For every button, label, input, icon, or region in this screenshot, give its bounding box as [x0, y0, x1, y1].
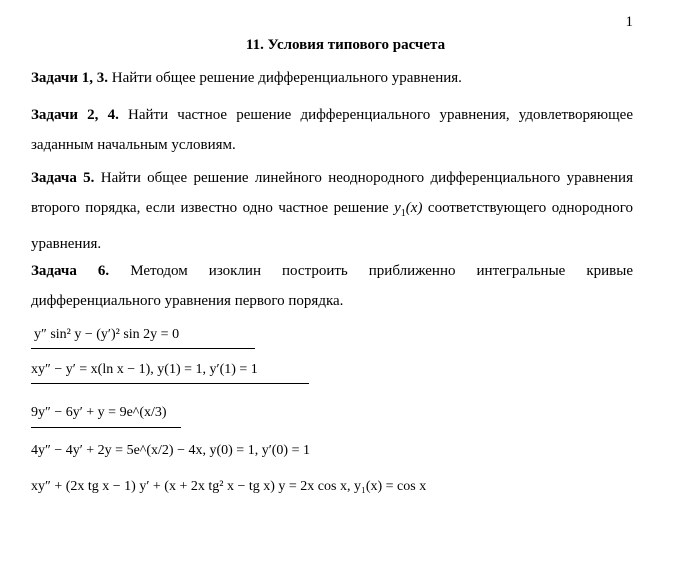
task-label: Задача 6. — [31, 263, 110, 279]
equation-5: xy″ + (2x tg x − 1) y′ + (x + 2x tg² x − tg x) y = 2x cos x, y₁(x) = cos x — [31, 479, 427, 494]
equation-4: 4y″ − 4y′ + 2y = 5e^(x/2) − 4x, y(0) = 1, y′(0) = 1 — [31, 443, 310, 458]
particular-solution-symbol: $y_1(x)$ — [394, 200, 423, 219]
task-text: Найти частное решение дифференциального уравнения, удовлетворяющее заданным начальным условиям. — [31, 107, 633, 153]
task-1-3 — [31, 63, 633, 93]
equation-2-underline — [31, 383, 309, 384]
task-2-4 — [31, 100, 633, 160]
task-6 — [31, 256, 633, 316]
task-label: Задачи 2, 4. — [31, 107, 119, 123]
equation-1-underline — [31, 348, 255, 349]
equation-3: 9y″ − 6y′ + y = 9e^(x/3) — [31, 405, 167, 420]
equation-2: xy″ − y′ = x(ln x − 1), y(1) = 1, y′(1) = 1 — [31, 362, 258, 377]
task-label: Задачи 1, 3. — [31, 70, 109, 86]
task-text: Найти общее решение линейного неоднородного дифференциального уравнения второго порядка, если известно одно частное решение — [31, 170, 633, 216]
task-text: Найти общее решение дифференциального уравнения. — [108, 70, 462, 86]
page-number: 1 — [625, 14, 633, 30]
task-5 — [31, 163, 633, 259]
equation-1: y″ sin² y − (y′)² sin 2y = 0 — [34, 327, 180, 342]
task-text-tail: соответствующего однородного уравнения. — [31, 200, 633, 252]
equation-3-underline — [31, 427, 181, 428]
page-title: 11. Условия типового расчета — [245, 37, 446, 53]
task-text: Методом изоклин построить приближенно интегральные кривые дифференциального уравнения первого порядка. — [31, 263, 633, 309]
task-label: Задача 5. — [31, 170, 95, 186]
